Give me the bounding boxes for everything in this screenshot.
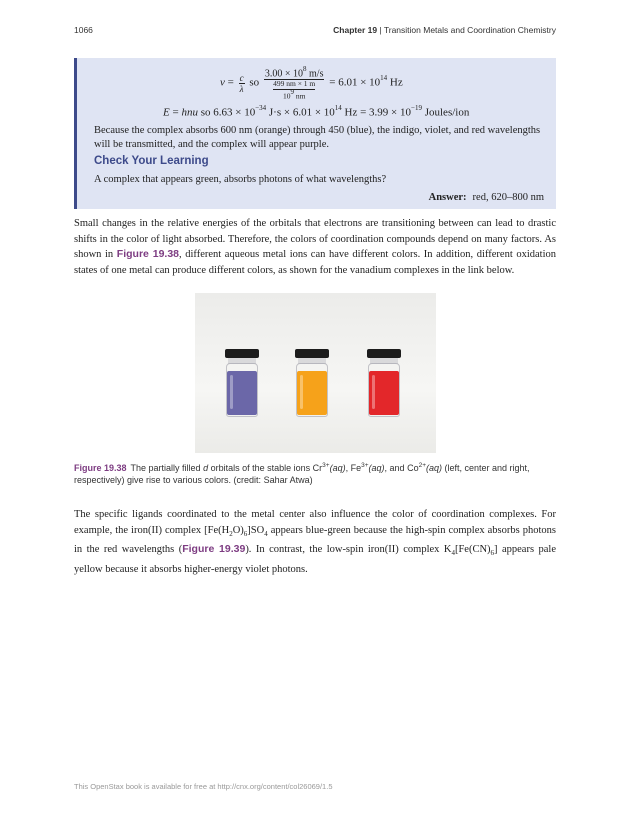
co-charge: 2+ xyxy=(418,462,426,469)
answer xyxy=(429,192,544,203)
p2-e: ). In contrast, the low-spin iron(II) complex K xyxy=(245,544,452,556)
footer-note: This OpenStax book is available for free at http://cnx.org/content/col26069/1.5 xyxy=(74,782,333,791)
energy-result: Hz = 3.99 × 10 xyxy=(341,106,412,119)
denominator xyxy=(264,80,325,100)
chapter-separator: | xyxy=(377,25,384,35)
aq-3: (aq) xyxy=(426,463,443,473)
p2-c: ]SO xyxy=(247,524,265,536)
para1-text-a: Small changes in the relative energies of the orbitals that electrons are transitioning between can lead to drastic shifts in the color of light absorbed. Therefore, the colors of coordination compounds depend on many factors. As shown in xyxy=(74,218,556,260)
figure-19-38-image xyxy=(195,293,436,453)
den-unit: nm xyxy=(293,91,306,101)
den-line2 xyxy=(265,87,324,101)
check-question: A complex that appears green, absorbs photons of what wavelengths? xyxy=(94,174,387,185)
den-exp: 9 xyxy=(290,87,294,96)
paragraph-ligands xyxy=(74,507,556,577)
cap-c: , Fe xyxy=(345,463,362,473)
p2-d: appears blue-green because the high-spin complex absorbs photons in the red wavelengths ( xyxy=(74,524,556,556)
figure-19-38-link[interactable]: Figure 19.38 xyxy=(116,248,180,260)
energy-symbol: E xyxy=(163,106,170,119)
p2-sub-6a: 6 xyxy=(243,529,248,538)
cap-b: orbitals of the stable ions Cr xyxy=(208,463,323,473)
num-exp: 8 xyxy=(303,65,307,73)
p2-sub-4: 4 xyxy=(264,529,268,538)
figure-label: Figure 19.38 xyxy=(74,463,127,473)
chapter-number: Chapter 19 xyxy=(333,25,378,35)
den-base: 10 xyxy=(282,91,291,101)
check-your-learning-heading: Check Your Learning xyxy=(94,155,209,167)
aq-1: (aq) xyxy=(329,463,346,473)
energy-exp: −19 xyxy=(411,104,422,112)
cap-f: (left, center and right, respectively) give rise to various colors. (credit: Sahar Atwa) xyxy=(74,463,530,485)
result-value: = 6.01 × 10 xyxy=(329,76,381,89)
answer-value: red, 620–800 nm xyxy=(472,192,544,203)
equation-energy xyxy=(163,105,469,119)
energy-unit: Joules/ion xyxy=(421,106,470,119)
equals: = xyxy=(169,106,182,119)
hnu: hnu xyxy=(181,106,198,119)
p2-g: ] appears pale yellow because it absorbs higher-energy violet photons. xyxy=(74,544,556,575)
freq-value: J·s × 6.01 × 10 xyxy=(266,106,335,119)
num-unit: m/s xyxy=(306,68,324,80)
freq-exp: 14 xyxy=(334,104,342,112)
figure-caption xyxy=(74,460,556,486)
so-word: so xyxy=(249,76,260,89)
result-unit: Hz xyxy=(387,76,403,89)
cap-e: , and Co xyxy=(384,463,419,473)
p2-f: [Fe(CN) xyxy=(454,544,491,556)
planck-value: so 6.63 × 10 xyxy=(197,106,256,119)
chapter-header xyxy=(333,25,556,35)
fe-charge: 3+ xyxy=(361,462,369,469)
p2-a: The specific ligands coordinated to the metal center also influence the color of coordination complexes. For example, the iron(II) complex [Fe(H xyxy=(74,509,556,536)
p2-sub-4b: 4 xyxy=(451,549,455,558)
answer-label: Answer: xyxy=(428,192,467,203)
frac-lambda: λ xyxy=(239,83,244,94)
equals: = xyxy=(227,76,234,89)
p2-b: O) xyxy=(232,524,244,536)
para1-text-b: , different aqueous metal ions can have different colors. In addition, different oxidation states of one metal can produce different colors, as shown for the vanadium complexes in the link below. xyxy=(74,249,556,276)
nu-symbol: ν xyxy=(220,76,225,89)
den-line1: 499 nm × 1 m xyxy=(273,79,316,89)
num-value: 3.00 × 10 xyxy=(264,68,304,80)
aq-2: (aq) xyxy=(368,463,385,473)
cap-d: d xyxy=(203,463,209,473)
cr-charge: 3+ xyxy=(322,462,330,469)
example-explanation: Because the complex absorbs 600 nm (orange) through 450 (blue), the indigo, violet, and red wavelengths will be transmitted, and the complex will appear purple. xyxy=(94,125,541,150)
equation-frequency xyxy=(220,66,403,100)
c-over-lambda xyxy=(239,73,245,94)
result-exp: 14 xyxy=(380,74,388,83)
vial-chromium xyxy=(225,349,259,417)
vial-cobalt xyxy=(367,349,401,417)
speed-over-wavelength xyxy=(264,66,325,100)
vial-iron xyxy=(295,349,329,417)
numerator xyxy=(264,66,325,80)
cap-a: The partially filled xyxy=(130,463,204,473)
frac-c: c xyxy=(239,72,244,83)
p2-sub-h2: 2 xyxy=(229,529,233,538)
p2-sub-6b: 6 xyxy=(490,549,495,558)
page-number: 1066 xyxy=(74,25,93,35)
paragraph-orbital-changes xyxy=(74,216,556,278)
figure-19-39-link[interactable]: Figure 19.39 xyxy=(182,543,246,556)
planck-exp: −34 xyxy=(255,104,267,112)
chapter-title: Transition Metals and Coordination Chemistry xyxy=(383,25,556,35)
